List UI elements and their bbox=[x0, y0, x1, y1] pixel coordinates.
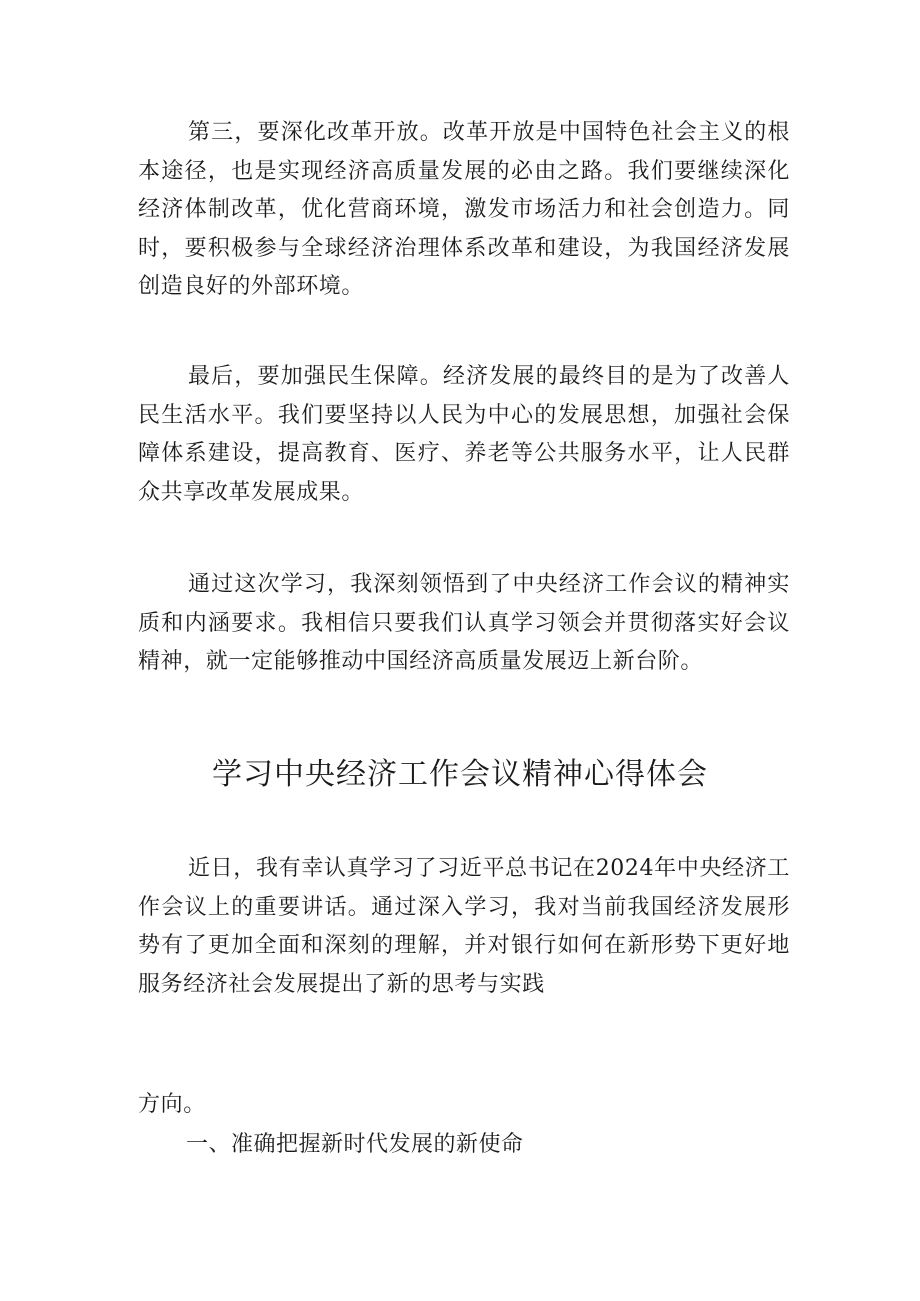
paragraph-conclusion: 通过这次学习，我深刻领悟到了中央经济工作会议的精神实质和内涵要求。我相信只要我们认真学习领会并贯彻落实好会议精神，就一定能够推动中国经济高质量发展迈上新台阶。 bbox=[138, 572, 790, 674]
document-title: 学习中央经济工作会议精神心得体会 bbox=[212, 757, 708, 792]
paragraph-reform-opening: 第三，要深化改革开放。改革开放是中国特色社会主义的根本途径，也是实现经济高质量发展的必由之路。我们要继续深化经济体制改革，优化营商环境，激发市场活力和社会创造力。同时，要积极参与全球经济治理体系改革和建设，为我国经济发展创造良好的外部环境。 bbox=[138, 120, 790, 299]
paragraph-livelihood: 最后，要加强民生保障。经济发展的最终目的是为了改善人民生活水平。我们要坚持以人民为中心的发展思想，加强社会保障体系建设，提高教育、医疗、养老等公共服务水平，让人民群众共享改革发展成果。 bbox=[138, 364, 790, 505]
paragraph-intro: 近日，我有幸认真学习了习近平总书记在2024年中央经济工作会议上的重要讲话。通过深入学习，我对当前我国经济发展形势有了更加全面和深刻的理解，并对银行如何在新形势下更好地服务经济社会发展提出了新的思考与实践 bbox=[138, 856, 790, 997]
paragraph-intro-continuation: 方向。 bbox=[138, 1092, 206, 1117]
section-heading: 一、准确把握新时代发展的新使命 bbox=[186, 1132, 524, 1157]
